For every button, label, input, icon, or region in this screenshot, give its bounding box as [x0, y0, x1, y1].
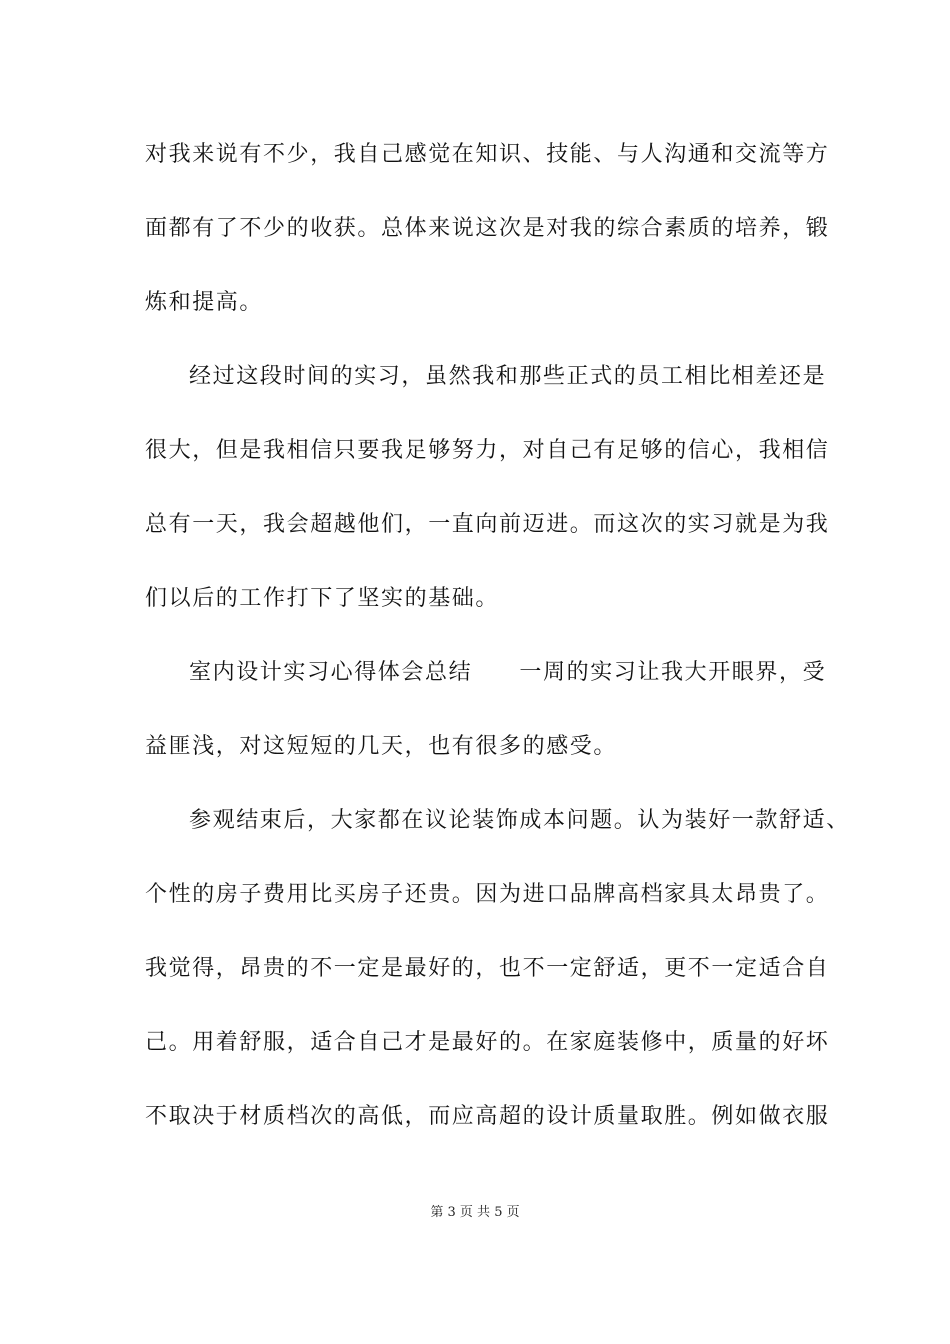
text-line: 不取决于材质档次的高低，而应高超的设计质量取胜。例如做衣服 — [145, 1104, 830, 1129]
text-line: 们以后的工作打下了坚实的基础。 — [145, 586, 500, 611]
text-line: 益匪浅，对这短短的几天，也有很多的感受。 — [145, 734, 618, 759]
text-line: 面都有了不少的收获。总体来说这次是对我的综合素质的培养，锻 — [145, 216, 830, 241]
text-line: 炼和提高。 — [145, 290, 264, 315]
text-line: 己。用着舒服，适合自己才是最好的。在家庭装修中，质量的好坏 — [145, 1030, 830, 1055]
text-line: 总有一天，我会超越他们，一直向前迈进。而这次的实习就是为我 — [145, 512, 830, 537]
paragraph-start-line: 参观结束后，大家都在议论装饰成本问题。认为装好一款舒适、 — [189, 808, 850, 833]
text-line: 我觉得，昂贵的不一定是最好的，也不一定舒适，更不一定适合自 — [145, 956, 830, 981]
paragraph-start-line: 经过这段时间的实习，虽然我和那些正式的员工相比相差还是 — [189, 364, 827, 389]
text-line: 很大，但是我相信只要我足够努力，对自己有足够的信心，我相信 — [145, 438, 830, 463]
text-line: 对我来说有不少，我自己感觉在知识、技能、与人沟通和交流等方 — [145, 142, 830, 167]
page-number-footer: 第 3 页 共 5 页 — [430, 1205, 520, 1220]
text-line: 个性的房子费用比买房子还贵。因为进口品牌高档家具太昂贵了。 — [145, 882, 830, 907]
paragraph-start-line: 室内设计实习心得体会总结 一周的实习让我大开眼界，受 — [189, 660, 827, 685]
